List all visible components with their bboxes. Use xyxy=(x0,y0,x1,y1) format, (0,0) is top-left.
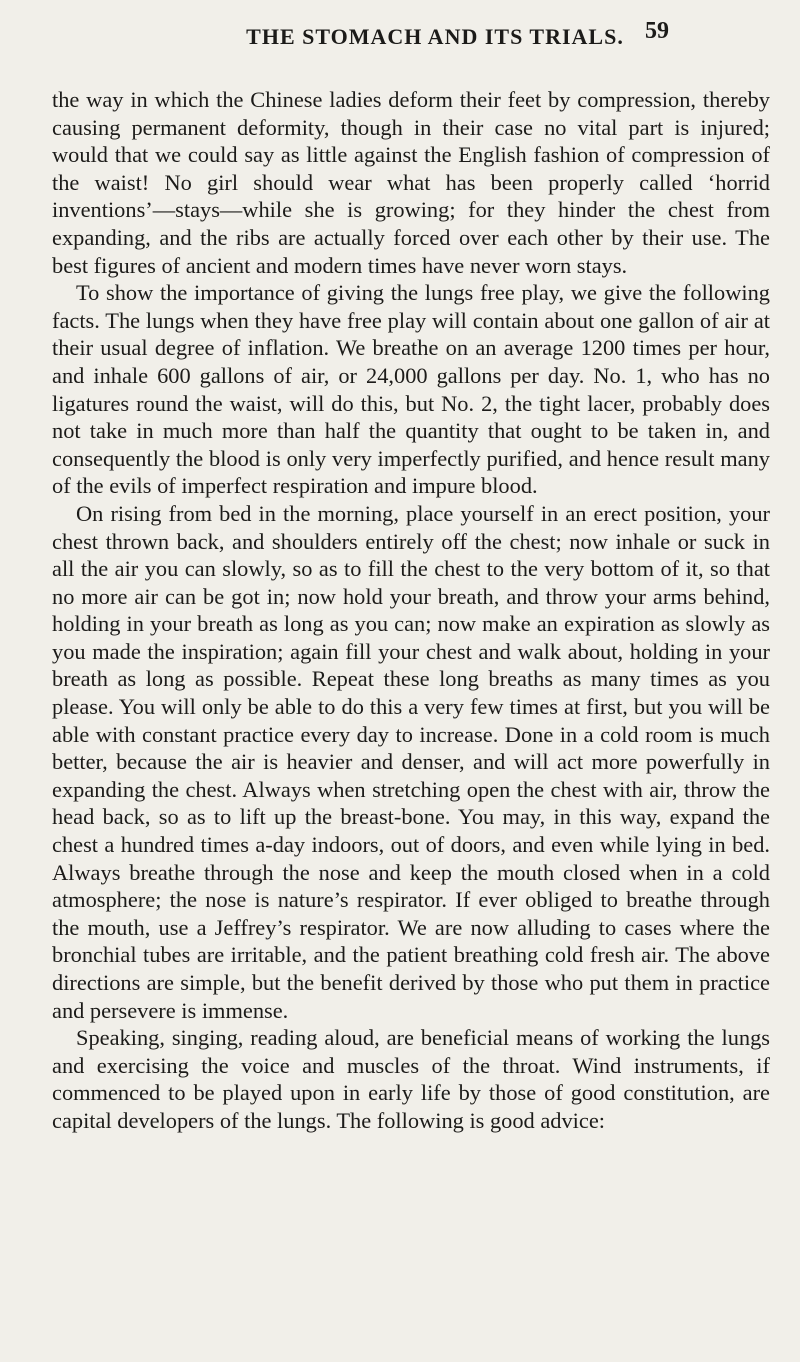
running-head: THE STOMACH AND ITS TRIALS. xyxy=(246,24,624,49)
paragraph-2: To show the importance of giving the lungs free play, we give the following facts. The lungs when they have free play will contain about one gallon of air at their usual degree of inflation. We breathe on an average 1200 times per hour, and inhale 600 gallons of air, or 24,000 gallons per day. No. 1, who has no ligatures round the waist, will do this, but No. 2, the tight lacer, probably does not take in much more than half the quantity that ought to be taken in, and consequently the blood is only very imperfectly purified, and hence result many of the evils of imperfect respiration and impure blood. xyxy=(52,280,770,499)
body-text xyxy=(52,86,770,1135)
paragraph-3: On rising from bed in the morning, place yourself in an erect position, your chest thrown back, and shoulders entirely off the chest; now inhale or suck in all the air you can slowly, so as to fill the chest to the very bottom of it, so that no more air can be got in; now hold your breath, and throw your arms behind, holding in your breath as long as you can; now make an expiration as slowly as you made the inspiration; again fill your chest and walk about, holding in your breath as long as possible. Repeat these long breaths as many times as you please. You will only be able to do this a very few times at first, but you will be able with constant practice every day to increase. Done in a cold room is much better, because the air is heavier and denser, and will act more powerfully in expanding the chest. Always when stretching open the chest with air, throw the head back, so as to lift up the breast-bone. You may, in this way, expand the chest a hundred times a-day indoors, out of doors, and even while lying in bed. Always breathe through the nose and keep the mouth closed when in a cold atmosphere; the nose is nature’s respirator. If ever obliged to breathe through the mouth, use a Jeffrey’s respirator. We are now alluding to cases where the bronchial tubes are irritable, and the patient breathing cold fresh air. The above directions are simple, but the benefit derived by those who put them in practice and persevere is immense. xyxy=(52,500,770,1023)
paragraph-1: the way in which the Chinese ladies deform their feet by compression, thereby causing permanent deformity, though in their case no vital part is injured; would that we could say as little against the English fashion of compression of the waist! No girl should wear what has been properly called ‘horrid inventions’—stays—while she is growing; for they hinder the chest from expanding, and the ribs are actually forced over each other by their use. The best figures of ancient and modern times have never worn stays. xyxy=(52,87,770,278)
paragraph-4: Speaking, singing, reading aloud, are beneficial means of working the lungs and exercising the voice and muscles of the throat. Wind instruments, if commenced to be played upon in early life by those of good constitution, are capital developers of the lungs. The following is good advice: xyxy=(52,1025,770,1133)
page-number: 59 xyxy=(645,18,669,44)
